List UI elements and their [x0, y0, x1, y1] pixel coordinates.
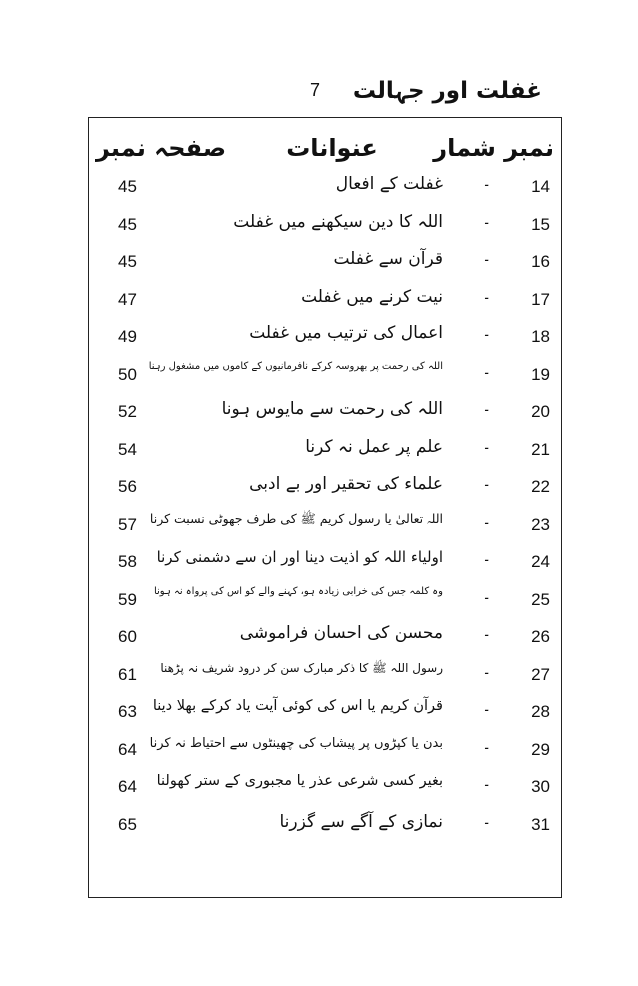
- book-title: غفلت اور جہالت: [352, 78, 542, 104]
- list-item: [88, 284, 562, 320]
- entry-title: نمازی کے آگے سے گزرنا: [279, 811, 443, 832]
- entry-title: اللہ کی رحمت سے مایوس ہونا: [221, 399, 443, 419]
- entry-dash: ۔: [482, 734, 491, 753]
- list-item: [88, 584, 562, 620]
- entry-title: وہ کلمہ جس کی خرابی زیادہ ہو، کہنے والے کو اس کی پرواہ نہ ہونا: [153, 585, 443, 597]
- list-item: [88, 171, 562, 207]
- entry-number: 14: [531, 177, 550, 196]
- entry-page: 52: [118, 402, 137, 421]
- entry-title: بدن یا کپڑوں پر پیشاب کی چھینٹوں سے احتیاط نہ کرنا: [149, 735, 443, 751]
- list-item: [88, 321, 562, 357]
- entry-dash: ۔: [482, 322, 491, 340]
- entry-number: 23: [531, 514, 550, 534]
- entry-number: 27: [531, 664, 550, 684]
- entry-number: 31: [531, 814, 550, 834]
- header-page-number: صفحہ نمبر: [96, 134, 227, 162]
- entry-number: 29: [531, 739, 550, 759]
- entry-number: 15: [531, 214, 550, 234]
- entry-dash: ۔: [482, 247, 491, 265]
- entry-dash: ۔: [482, 622, 491, 640]
- entry-number: 22: [531, 477, 550, 496]
- entry-page: 56: [118, 477, 137, 496]
- entry-page: 50: [118, 364, 137, 384]
- entry-title: اللہ تعالیٰ یا رسول کریم ﷺ کی طرف جھوٹی نسبت کرنا: [149, 510, 443, 526]
- entry-number: 30: [531, 777, 550, 796]
- entry-number: 25: [531, 589, 550, 609]
- list-item: [88, 209, 562, 245]
- entry-page: 45: [118, 177, 137, 196]
- entry-dash: ۔: [482, 434, 491, 453]
- entry-dash: ۔: [482, 509, 491, 528]
- entry-title: اعمال کی ترتیب میں غفلت: [249, 323, 443, 343]
- entry-number: 20: [531, 402, 550, 421]
- list-item: [88, 659, 562, 695]
- list-item: [88, 771, 562, 807]
- list-item: [88, 809, 562, 845]
- entry-page: 64: [118, 777, 137, 796]
- entry-title: محسن کی احسان فراموشی: [239, 623, 443, 643]
- entry-dash: ۔: [482, 809, 491, 828]
- entry-number: 24: [531, 552, 550, 571]
- entry-title: نیت کرنے میں غفلت: [301, 286, 443, 307]
- list-item: [88, 434, 562, 470]
- entry-title: قرآن سے غفلت: [333, 249, 443, 269]
- entry-page: 59: [118, 589, 137, 609]
- list-item: [88, 696, 562, 732]
- list-item: [88, 471, 562, 507]
- entry-dash: ۔: [482, 359, 491, 378]
- entry-title: رسول اللہ ﷺ کا ذکر مبارک سن کر درود شریف نہ پڑھنا: [160, 660, 443, 675]
- entry-dash: ۔: [482, 397, 491, 415]
- entry-dash: ۔: [482, 547, 491, 565]
- entry-number: 26: [531, 627, 550, 646]
- entry-page: 47: [118, 289, 137, 309]
- entry-page: 54: [118, 439, 137, 459]
- entry-dash: ۔: [482, 472, 491, 490]
- header-serial-number: نمبر شمار: [433, 134, 554, 162]
- entry-page: 58: [118, 552, 137, 571]
- entry-number: 16: [531, 252, 550, 271]
- list-item: [88, 359, 562, 395]
- list-item: [88, 396, 562, 432]
- entry-dash: ۔: [482, 172, 491, 190]
- entry-number: 19: [531, 364, 550, 384]
- entry-page: 45: [118, 214, 137, 234]
- page-number: 7: [309, 80, 320, 100]
- entry-number: 18: [531, 327, 550, 346]
- entry-title: علماء کی تحقیر اور بے ادبی: [249, 474, 443, 494]
- entry-dash: ۔: [482, 697, 491, 715]
- list-item: [88, 734, 562, 770]
- list-item: [88, 246, 562, 282]
- entry-page: 49: [118, 327, 137, 346]
- entry-title: اولیاء اللہ کو اذیت دینا اور ان سے دشمنی کرنا: [156, 548, 443, 566]
- entry-page: 57: [118, 514, 137, 534]
- entry-page: 64: [118, 739, 137, 759]
- entry-title: اللہ کی رحمت پر بھروسہ کرکے نافرمانیوں کے کاموں میں مشغول رہنا: [148, 360, 443, 372]
- entry-dash: ۔: [482, 209, 491, 228]
- list-item: [88, 509, 562, 545]
- entry-page: 60: [118, 627, 137, 646]
- entry-number: 17: [531, 289, 550, 309]
- entry-title: غفلت کے افعال: [335, 174, 443, 194]
- entry-title: بغیر کسی شرعی عذر یا مجبوری کے ستر کھولنا: [156, 773, 443, 789]
- entry-title: اللہ کا دین سیکھنے میں غفلت: [233, 211, 443, 232]
- entry-dash: ۔: [482, 284, 491, 303]
- entry-dash: ۔: [482, 772, 491, 790]
- entry-page: 45: [118, 252, 137, 271]
- entry-title: قرآن کریم یا اس کی کوئی آیت یاد کرکے بھلا دینا: [152, 698, 443, 714]
- entry-title: علم پر عمل نہ کرنا: [305, 436, 443, 457]
- entry-page: 63: [118, 702, 137, 721]
- list-item: [88, 621, 562, 657]
- entry-page: 61: [118, 664, 137, 684]
- entry-page: 65: [118, 814, 137, 834]
- entry-number: 21: [531, 439, 550, 459]
- entry-dash: ۔: [482, 659, 491, 678]
- list-item: [88, 546, 562, 582]
- header-topics: عنوانات: [286, 134, 378, 162]
- entry-dash: ۔: [482, 584, 491, 603]
- entry-number: 28: [531, 702, 550, 721]
